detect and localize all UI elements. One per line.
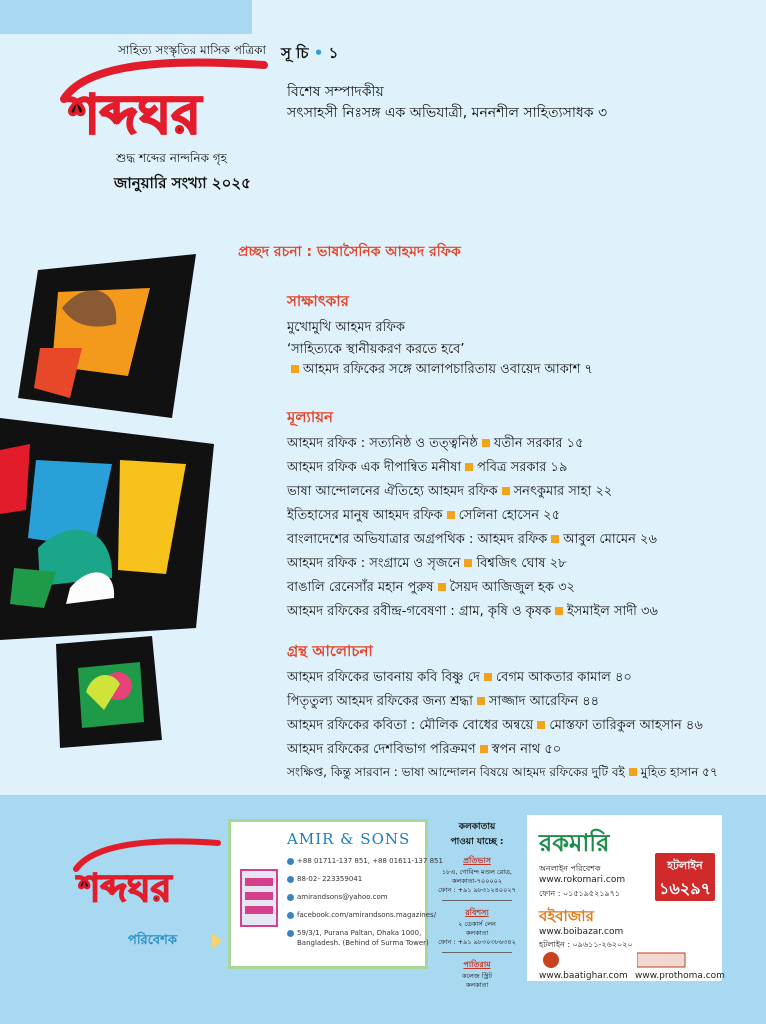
bullet-square [482, 439, 490, 447]
kolkata-shop-3-addr-1: কলেজ স্ট্রিট [461, 972, 493, 980]
toc-entry [287, 740, 561, 761]
amir-sons-name: AMIR & SONS [287, 830, 411, 848]
divider [442, 952, 512, 953]
toc-entry [287, 530, 657, 551]
bullet-square [484, 673, 492, 681]
divider [442, 900, 512, 901]
toc-entry-title: পিতৃতুল্য আহমদ রফিকের জন্য শ্রদ্ধা [287, 694, 473, 709]
toc-entry-author: সৈয়দ আজিজুল হক ৩২ [449, 580, 575, 595]
interview-line-3 [287, 360, 593, 381]
bullet-square [502, 487, 510, 495]
kolkata-stockists [434, 819, 520, 990]
interview-line-3-text: আহমদ রফিকের সঙ্গে আলাপচারিতায় ওবায়েদ আকাশ ৭ [303, 362, 593, 377]
boibazar-hotline: হটলাইন : ০৯৬১১-২৬২০২০ [539, 940, 633, 949]
amir-phone-2: 88-02- 223359041 [297, 875, 363, 883]
rokomari-url[interactable]: www.rokomari.com [539, 875, 626, 885]
toc-entry-title: আহমদ রফিক : সংগ্রামে ও সৃজনে [287, 556, 461, 571]
cover-story-line: প্রচ্ছদ রচনা : ভাষাসৈনিক আহমদ রফিক [238, 244, 461, 260]
toc-entry [287, 506, 560, 527]
interview-line-1: মুখোমুখি আহমদ রফিক [287, 320, 405, 335]
toc-entry-author: স্বপন নাথ ৫০ [491, 742, 562, 757]
kolkata-shop-1-addr-2: কলকাতা-৭০০০০২ [451, 877, 503, 885]
toc-entry [287, 554, 567, 575]
index-heading-text: সূ চি [281, 44, 309, 62]
bullet-square [291, 365, 299, 373]
amir-sons-logo [237, 850, 283, 942]
footer-logo [72, 835, 222, 915]
hotline-label: হটলাইন [667, 859, 703, 872]
rokomari-phone: ফোন : ০১৫১৯৫২১৯৭১ [539, 889, 621, 898]
toc-entry-author: বেগম আকতার কামাল ৪০ [495, 670, 632, 685]
toc-entry-author: ইসমাইল সাদী ৩৬ [567, 604, 658, 619]
books-icon [237, 850, 283, 942]
kolkata-shop-2-addr-2: কলকাতা [465, 929, 489, 937]
toc-entry-title: বাংলাদেশের অভিযাত্রার অগ্রপথিক : আহমদ রফিক [287, 532, 548, 547]
toc-entry-author: যতীন সরকার ১৫ [493, 436, 584, 451]
issue-date: জানুয়ারি সংখ্যা ২০২৫ [114, 174, 251, 192]
toc-entry-author: সেলিনা হোসেন ২৫ [458, 508, 561, 523]
masthead-subtitle: শুদ্ধ শব্দের নান্দনিক গৃহ [116, 151, 227, 165]
boibazar-url[interactable]: www.boibazar.com [539, 927, 624, 937]
amir-address-1: 59/3/1, Purana Paltan, Dhaka 1000, [297, 929, 422, 937]
bullet-square [629, 768, 637, 776]
baatighar-logo-icon [539, 951, 563, 969]
toc-entry-author: আবুল মোমেন ২৬ [563, 532, 657, 547]
bullet-square [551, 535, 559, 543]
editorial-title: সৎসাহসী নিঃসঙ্গ এক অভিযাত্রী, মননশীল সাহিত্যসাধক ৩ [287, 105, 608, 121]
section-reviews-title: গ্রন্থ আলোচনা [287, 642, 373, 660]
footer-logo-text: শব্দঘর [78, 866, 172, 910]
toc-entry-title: ভাষা আন্দোলনের ঐতিহ্যে আহমদ রফিক [287, 484, 498, 499]
baatighar-url[interactable]: www.baatighar.com [539, 971, 628, 981]
kolkata-shop-3: পাতিরাম [463, 960, 491, 969]
bullet-square [447, 511, 455, 519]
toc-entry [287, 764, 718, 784]
kolkata-shop-1-phone: ফোন : +৯১ ৯৮৩১২৪০০২৭ [438, 886, 516, 894]
distributor-label: পরিবেশক [128, 933, 177, 948]
toc-entry [287, 578, 575, 599]
masthead-tagline: সাহিত্য সংস্কৃতির মাসিক পত্রিকা [118, 43, 267, 57]
amir-address-2: Bangladesh. (Behind of Surma Tower) [297, 939, 429, 947]
kolkata-shop-1-addr-1: ১৮এ, গোবিন্দ মণ্ডল রোড, [441, 868, 513, 876]
toc-entry [287, 458, 567, 479]
toc-entry [287, 716, 703, 737]
cover-artwork [0, 248, 232, 748]
toc-entry-title: আহমদ রফিক এক দীপান্বিত মনীষা [287, 460, 462, 475]
kolkata-shop-2: রবিশস্য [465, 908, 489, 917]
distributor-footer [0, 795, 766, 1024]
hotline-badge [655, 853, 715, 901]
kolkata-title-2: পাওয়া যাচ্ছে : [450, 837, 504, 847]
boibazar-logo-part-1: বই [539, 907, 556, 925]
bullet-square [464, 559, 472, 567]
facebook-icon [287, 912, 294, 919]
boibazar-logo-part-2: বাজার [555, 907, 594, 925]
prothoma-logo-icon [637, 951, 687, 969]
toc-entry-author: সনৎকুমার সাহা ২২ [513, 484, 613, 499]
masthead-logo [58, 55, 272, 147]
rokomari-logo: রকমারি [539, 828, 610, 857]
toc-entry [287, 692, 599, 713]
bullet-square [555, 607, 563, 615]
prothoma-url[interactable]: www.prothoma.com [635, 971, 725, 981]
toc-entry [287, 482, 612, 503]
amir-phone-1: +88 01711-137 851, +88 01611-137 851 [297, 857, 443, 865]
toc-entry-author: পবিত্র সরকার ১৯ [477, 460, 568, 475]
interview-line-2: ‘সাহিত্যকে স্থানীয়করণ করতে হবে’ [287, 342, 465, 357]
toc-entry-title: আহমদ রফিকের রবীন্দ্র-গবেষণা : গ্রাম, কৃষি ও কৃষক [287, 604, 552, 619]
toc-entry-author: সাজ্জাদ আরেফিন ৪৪ [488, 694, 600, 709]
toc-entry [287, 434, 584, 455]
toc-entry-title: বাঙালি রেনেসাঁর মহান পুরুষ [287, 580, 434, 595]
hotline-number: ১৬২৯৭ [659, 879, 711, 898]
bullet-square [465, 463, 473, 471]
bullet-square [480, 745, 488, 753]
index-heading [281, 42, 338, 67]
bullet-square [438, 583, 446, 591]
footer-logo-artwork [72, 835, 222, 915]
toc-entry [287, 602, 658, 623]
toc-entry-title: আহমদ রফিকের কবিতা : মৌলিক বোধের অন্বয়ে [287, 718, 534, 733]
phone-icon [287, 858, 294, 865]
editorial-label: বিশেষ সম্পাদকীয় [287, 84, 384, 100]
toc-entry [287, 668, 632, 689]
kolkata-shop-3-addr-2: কলকাতা [465, 981, 489, 989]
amir-sons-card [228, 819, 443, 969]
kolkata-shop-1: প্রতিভাস [463, 856, 491, 865]
online-distributors-card [527, 815, 725, 981]
kolkata-title-1: কলকাতায় [458, 822, 496, 832]
abstract-art-illustration [0, 248, 232, 748]
toc-entry-title: আহমদ রফিকের ভাবনায় কবি বিষ্ণু দে [287, 670, 480, 685]
toc-entry-title: ইতিহাসের মানুষ আহমদ রফিক [287, 508, 443, 523]
arrow-right-icon [212, 933, 222, 949]
toc-entry-author: বিশ্বজিৎ ঘোষ ২৮ [476, 556, 567, 571]
location-icon [287, 930, 294, 937]
toc-entry-author: মুহিত হাসান ৫৭ [640, 765, 718, 779]
bullet-square [537, 721, 545, 729]
logo-text: শব্দঘর [68, 83, 201, 146]
amir-email: amirandsons@yahoo.com [297, 893, 388, 901]
bullet-square [477, 697, 485, 705]
toc-entry-title: সংক্ষিপ্ত, কিন্তু সারবান : ভাষা আন্দোলন বিষয়ে আহমদ রফিকের দুটি বই [287, 765, 625, 779]
kolkata-shop-2-addr-1: ২ ডেকার্স লেন [458, 920, 496, 928]
toc-entry-title: আহমদ রফিক : সত্যনিষ্ঠ ও তত্ত্বনিষ্ঠ [287, 436, 478, 451]
section-evaluation-title: মূল্যায়ন [287, 408, 333, 426]
rokomari-label: অনলাইন পরিবেশক [539, 864, 601, 873]
section-interview-title: সাক্ষাৎকার [287, 292, 349, 310]
index-heading-number: ১ [328, 44, 339, 62]
toc-entry-author: মোস্তফা তারিকুল আহসান ৪৬ [549, 718, 703, 733]
index-heading-dot: • [313, 44, 324, 62]
kolkata-shop-2-phone: ফোন : +৯১ ৯৮৩০৩৮৬৩৪২ [438, 938, 516, 946]
toc-entry-title: আহমদ রফিকের দেশবিভাগ পরিক্রমণ [287, 742, 476, 757]
logo-artwork [58, 55, 272, 147]
phone-icon [287, 876, 294, 883]
email-icon [287, 894, 294, 901]
top-band [0, 0, 252, 34]
amir-facebook: facebook.com/amirandsons.magazines/ [297, 911, 437, 919]
